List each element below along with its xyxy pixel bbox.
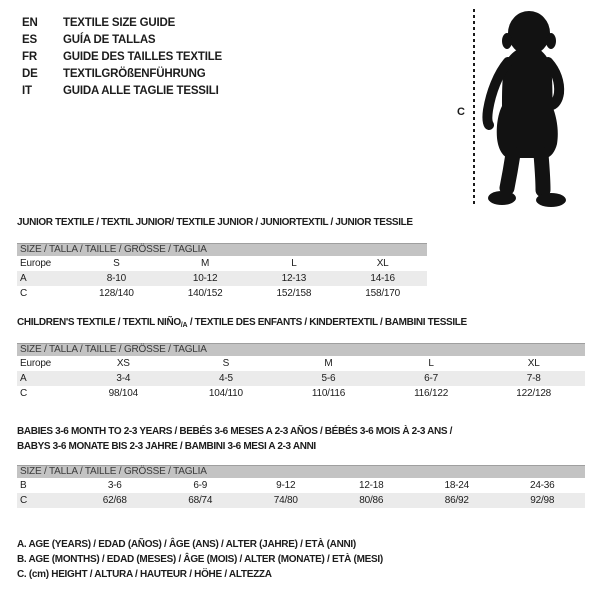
cell: XL	[376, 258, 389, 269]
legend-line-b: B. AGE (MONTHS) / EDAD (MESES) / ÂGE (MOIS) / ALTER (MONATE) / ETÀ (MESI)	[17, 554, 383, 565]
children-size-table	[17, 343, 585, 401]
cell: XL	[527, 358, 540, 369]
cell: M	[324, 358, 333, 369]
language-code: FR	[22, 50, 37, 63]
cell: L	[428, 358, 434, 369]
measurement-legend	[17, 537, 383, 582]
language-title: GUIDA ALLE TAGLIE TESSILI	[63, 84, 219, 97]
cell: 98/104	[108, 388, 138, 399]
table-row	[17, 256, 427, 271]
language-title: TEXTILE SIZE GUIDE	[63, 16, 176, 29]
cell: 9-12	[276, 480, 296, 491]
language-row	[22, 82, 222, 99]
language-row	[22, 31, 222, 48]
language-row	[22, 65, 222, 82]
cell: 128/140	[99, 288, 134, 299]
language-title-list	[22, 14, 222, 99]
row-label: A	[20, 373, 27, 384]
cell: 18-24	[444, 480, 470, 491]
cell: 104/110	[208, 388, 243, 399]
cell: 86/92	[444, 495, 469, 506]
cell: 8-10	[106, 273, 126, 284]
babies-title-line1: BABIES 3-6 MONTH TO 2-3 YEARS / BEBÉS 3-6 MESES A 2-3 AÑOS / BÉBÉS 3-6 MOIS À 2-3 ANS /	[17, 426, 453, 437]
language-code: IT	[22, 84, 32, 97]
height-measure-label: C	[457, 106, 465, 118]
children-title-rest: / TEXTILE DES ENFANTS / KINDERTEXTIL / BAMBINI TESSILE	[187, 317, 467, 328]
cell: 12-13	[281, 273, 307, 284]
table-row	[17, 371, 585, 386]
table-row	[17, 356, 585, 371]
row-label: A	[20, 273, 27, 284]
cell: 152/158	[276, 288, 312, 299]
cell: 116/122	[414, 388, 449, 399]
language-title: GUÍA DE TALLAS	[63, 33, 156, 46]
babies-title-line2: BABYS 3-6 MONATE BIS 2-3 JAHRE / BAMBINI 3-6 MESI A 2-3 ANNI	[17, 441, 316, 452]
cell: 24-36	[529, 480, 555, 491]
cell: 5-6	[321, 373, 336, 384]
size-header-row: SIZE / TALLA / TAILLE / GRÖSSE / TAGLIA	[17, 465, 585, 478]
cell: 14-16	[370, 273, 395, 284]
language-code: DE	[22, 67, 38, 80]
cell: 6-7	[424, 373, 438, 384]
legend-line-a: A. AGE (YEARS) / EDAD (AÑOS) / ÂGE (ANS) / ALTER (JAHRE) / ETÀ (ANNI)	[17, 539, 356, 550]
cell: 62/68	[102, 495, 127, 506]
language-row	[22, 48, 222, 65]
baby-silhouette-icon	[481, 10, 573, 208]
cell: 158/170	[365, 288, 400, 299]
cell: 68/74	[188, 495, 213, 506]
table-row	[17, 478, 585, 493]
babies-size-table	[17, 465, 585, 508]
cell: 4-5	[218, 373, 233, 384]
cell: 140/152	[187, 288, 223, 299]
legend-line-c: C. (cm) HEIGHT / ALTURA / HAUTEUR / HÖHE / ALTEZZA	[17, 569, 272, 580]
row-label: Europe	[20, 358, 52, 369]
babies-section-title	[17, 424, 452, 454]
children-title-main: CHILDREN'S TEXTILE / TEXTIL NIÑO	[17, 317, 181, 328]
cell: M	[201, 258, 210, 269]
table-row	[17, 286, 427, 301]
language-title: GUIDE DES TAILLES TEXTILE	[63, 50, 222, 63]
children-title-subscript: /A	[180, 322, 188, 329]
cell: 12-18	[358, 480, 384, 491]
cell: 110/116	[311, 388, 346, 399]
height-dashed-line	[473, 9, 475, 207]
size-header-row: SIZE / TALLA / TAILLE / GRÖSSE / TAGLIA	[17, 343, 585, 356]
language-title: TEXTILGRÖßENFÜHRUNG	[63, 67, 206, 80]
cell: 3-4	[116, 373, 131, 384]
row-label: B	[20, 480, 27, 491]
language-code: ES	[22, 33, 37, 46]
junior-section-title: JUNIOR TEXTILE / TEXTIL JUNIOR/ TEXTILE JUNIOR / JUNIORTEXTIL / JUNIOR TESSILE	[17, 217, 413, 228]
language-code: EN	[22, 16, 38, 29]
row-label: Europe	[20, 258, 52, 269]
junior-size-table	[17, 243, 427, 301]
size-header-row: SIZE / TALLA / TAILLE / GRÖSSE / TAGLIA	[17, 243, 427, 256]
cell: L	[291, 258, 297, 269]
cell: S	[222, 358, 230, 369]
table-row	[17, 386, 585, 401]
cell: 10-12	[192, 273, 218, 284]
cell: 80/86	[359, 495, 384, 506]
row-label: C	[20, 288, 28, 299]
children-section-title	[17, 317, 467, 332]
table-row	[17, 271, 427, 286]
row-label: C	[20, 388, 28, 399]
row-label: C	[20, 495, 28, 506]
language-row	[22, 14, 222, 31]
cell: XS	[116, 358, 130, 369]
table-row	[17, 493, 585, 508]
cell: 122/128	[516, 388, 552, 399]
cell: S	[113, 258, 120, 269]
cell: 74/80	[273, 495, 298, 506]
cell: 7-8	[526, 373, 541, 384]
cell: 3-6	[107, 480, 122, 491]
cell: 92/98	[530, 495, 555, 506]
cell: 6-9	[193, 480, 208, 491]
